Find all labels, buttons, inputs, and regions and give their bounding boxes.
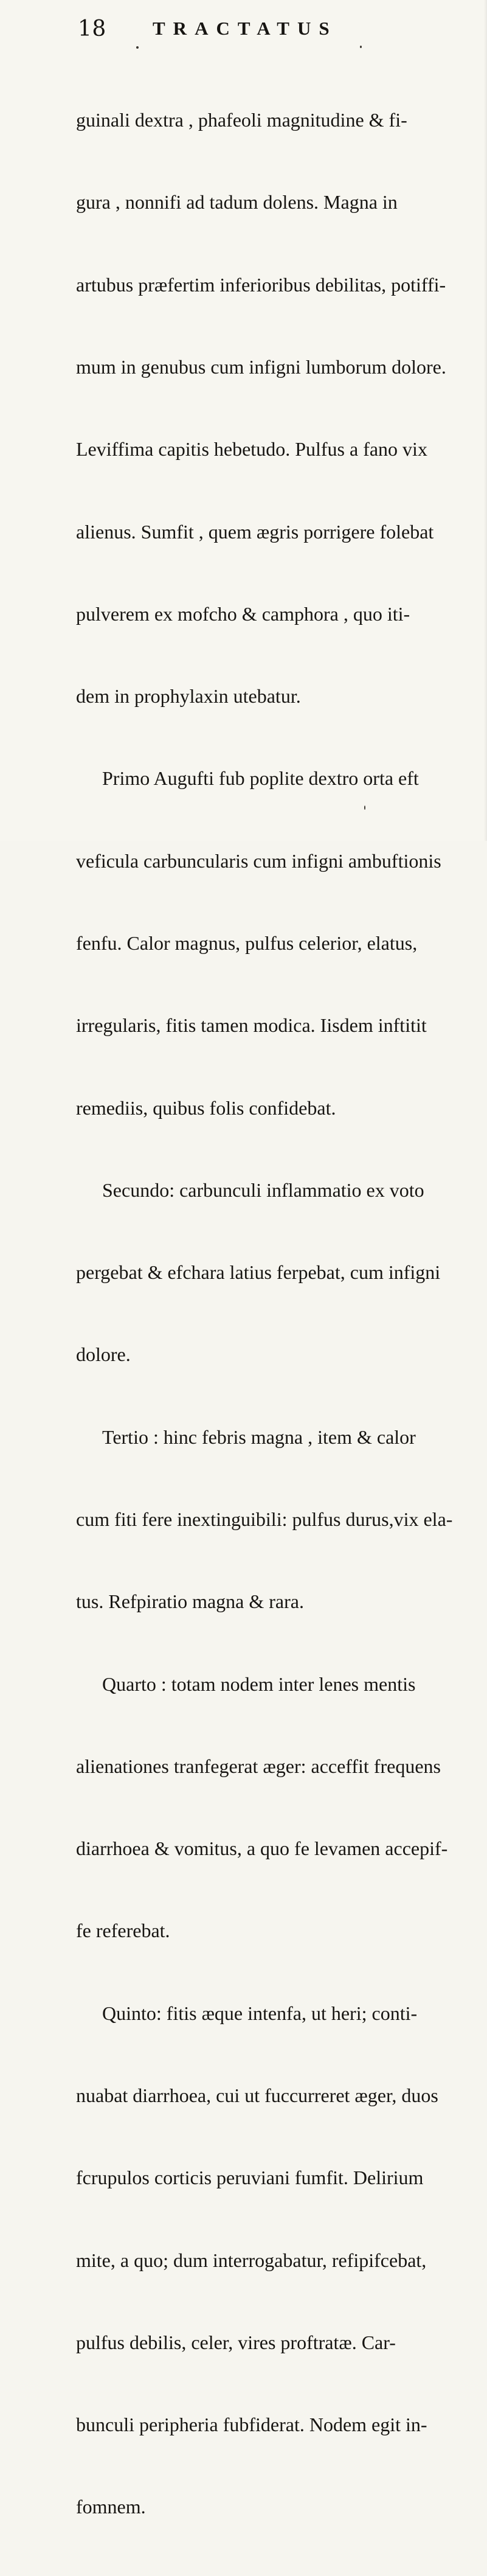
- print-speck: [136, 46, 139, 49]
- text-line: alienus. Sumfit , quem ægris porrigere folebat: [76, 520, 434, 543]
- page-edge-shadow: [484, 0, 487, 841]
- text-line: pulfus debilis, celer, vires proftratæ. Car-: [76, 2331, 396, 2353]
- text-line: cum fiti fere inextinguibili: pulfus durus,vix ela-: [76, 1508, 453, 1530]
- text-line: fe referebat.: [76, 1920, 170, 1942]
- text-line: tus. Refpiratio magna & rara.: [76, 1590, 304, 1613]
- text-line: guinali dextra , phafeoli magnitudine & fi-: [76, 109, 407, 131]
- text-line: artubus præfertim inferioribus debilitas, potiffi-: [76, 273, 446, 296]
- print-speck: [360, 46, 362, 48]
- text-line: dem in prophylaxin utebatur.: [76, 685, 301, 708]
- page-number: 18: [78, 16, 106, 41]
- paragraph-start-line: Quarto : totam nodem inter lenes mentis: [102, 1673, 416, 1695]
- paragraph-start-line: Secundo: carbunculi inflammatio ex voto: [102, 1178, 424, 1201]
- text-line: veficula carbuncularis cum infigni ambuftionis: [76, 849, 441, 872]
- text-line: mum in genubus cum infigni lumborum dolore.: [76, 356, 446, 378]
- text-line: pergebat & efchara latius ferpebat, cum infigni: [76, 1261, 441, 1284]
- text-line: remediis, quibus folis confidebat.: [76, 1096, 336, 1119]
- text-line: dolore.: [76, 1343, 131, 1366]
- text-line: Leviffima capitis hebetudo. Pulfus a fano vix: [76, 438, 427, 461]
- text-line: pulverem ex mofcho & camphora , quo iti-: [76, 602, 410, 625]
- text-line: fenfu. Calor magnus, pulfus celerior, elatus,: [76, 932, 418, 954]
- text-line: gura , nonnifi ad tadum dolens. Magna in: [76, 191, 398, 214]
- body-text: [76, 52, 465, 2576]
- text-line: fomnem.: [76, 2496, 146, 2518]
- text-line: mite, a quo; dum interrogabatur, refipifcebat,: [76, 2249, 427, 2271]
- page-header: [79, 17, 444, 54]
- running-head: TRACTATUS: [153, 18, 337, 39]
- text-line: irregularis, fitis tamen modica. Iisdem inftitit: [76, 1014, 427, 1037]
- text-line: fcrupulos corticis peruviani fumfit. Delirium: [76, 2167, 424, 2189]
- paragraph-start-line: Quinto: fitis æque intenfa, ut heri; conti-: [102, 2002, 418, 2024]
- paragraph-start-line: Tertio : hinc febris magna , item & calor: [102, 1426, 416, 1448]
- text-line: alienationes tranfegerat æger: acceffit frequens: [76, 1755, 441, 1777]
- print-speck: [364, 806, 365, 810]
- text-line: nuabat diarrhoea, cui ut fuccurreret æger, duos: [76, 2084, 438, 2106]
- text-line: diarrhoea & vomitus, a quo fe levamen accepif-: [76, 1837, 448, 1860]
- text-line: bunculi peripheria fubfiderat. Nodem egit in-: [76, 2414, 427, 2436]
- paragraph-start-line: Primo Augufti fub poplite dextro orta eft: [102, 767, 419, 790]
